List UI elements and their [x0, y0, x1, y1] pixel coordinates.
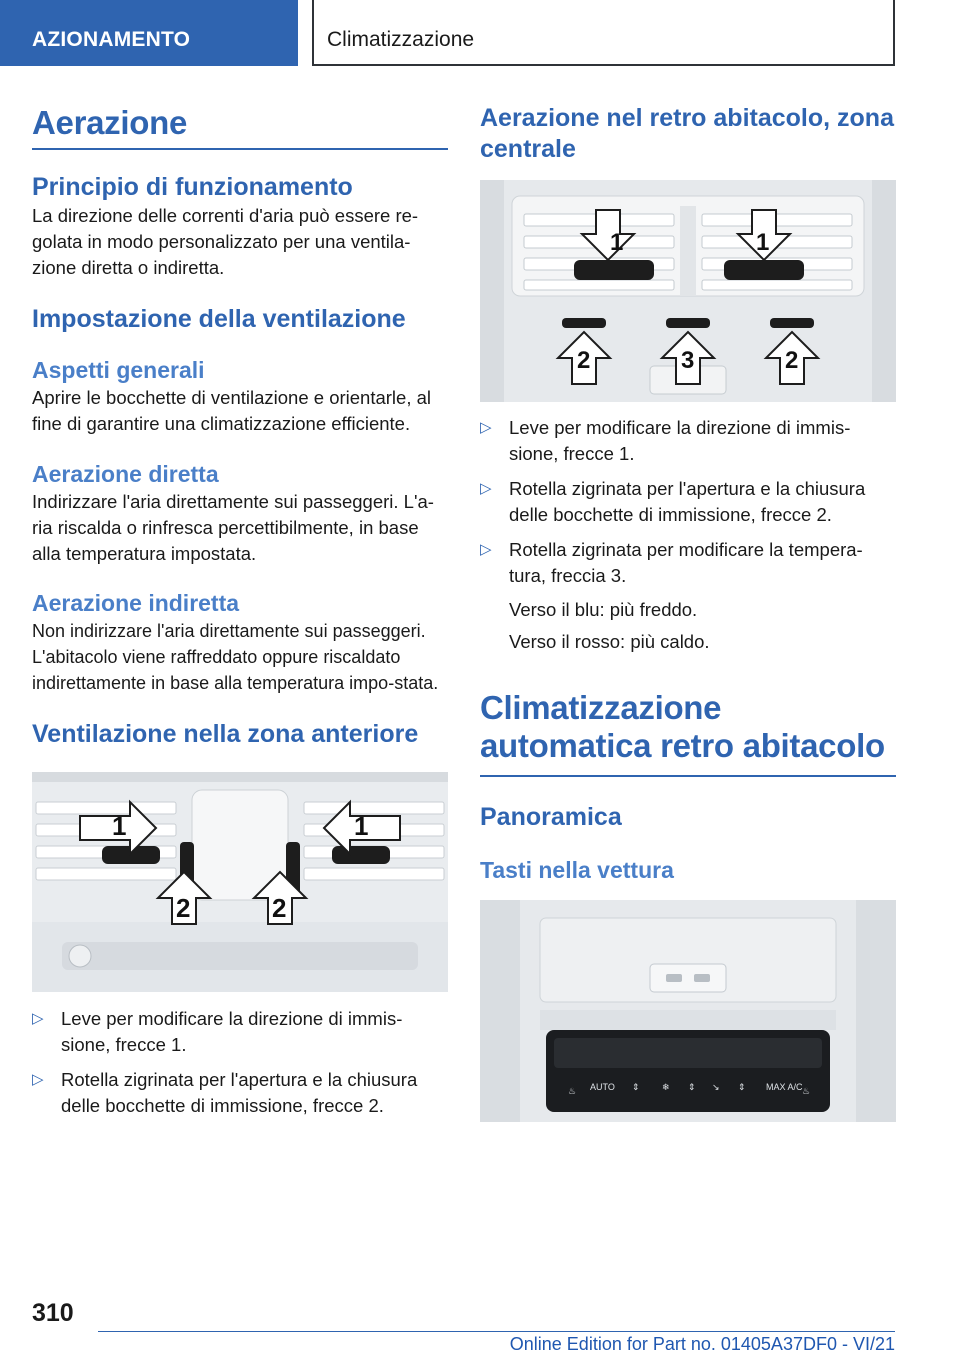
general-heading: Aspetti generali [32, 357, 205, 383]
rear-sub-red: Verso il rosso: più caldo. [509, 631, 710, 652]
general-text: Aprire le bocchette di ventilazione e orientarle, al fine di garantire una climatizzazione efficiente. [32, 387, 432, 434]
rear-label-1a: 1 [610, 229, 624, 256]
front-label-2b: 2 [272, 893, 287, 923]
list-item: ▷ Leve per modificare la direzione di immis-sione, frecce 1. [32, 1008, 403, 1055]
bullet-triangle-icon: ▷ [480, 419, 492, 436]
svg-text:↘: ↘ [712, 1082, 720, 1092]
overview-heading: Panoramica [480, 803, 622, 831]
page-number: 310 [32, 1299, 74, 1327]
front-vents-list [32, 1006, 448, 1119]
front-label-1a: 1 [112, 811, 127, 841]
footer-rule [98, 1331, 895, 1332]
direct-heading: Aerazione diretta [32, 461, 219, 487]
setting-heading: Impostazione della ventilazione [32, 305, 406, 333]
direct-text: Indirizzare l'aria direttamente sui passeggeri. L'a-ria riscalda o rinfresca percettibilmente, in base alla temperatura impostata. [32, 491, 434, 564]
svg-text:♨: ♨ [568, 1086, 577, 1096]
rear-label-3: 3 [681, 347, 695, 374]
list-item: ▷ Rotella zigrinata per l'apertura e la chiusura delle bocchette di immissione, frecce 2. [480, 478, 866, 525]
rear-sub-blue: Verso il blu: più freddo. [509, 599, 698, 620]
indirect-heading: Aerazione indiretta [32, 590, 240, 616]
rear-panel-figure [480, 900, 896, 1122]
front-label-2a: 2 [176, 893, 191, 923]
rear-label-1b: 1 [756, 229, 770, 256]
svg-text:⇕: ⇕ [738, 1082, 746, 1092]
principle-text: La direzione delle correnti d'aria può essere re-golata in modo personalizzato per una ventila-zione diretta o indiretta. [32, 205, 419, 278]
bullet-triangle-icon: ▷ [480, 480, 492, 497]
section-title: AZIONAMENTO [32, 28, 191, 51]
rear-ventilation-heading: Aerazione nel retro abitacolo, zona centrale [480, 104, 894, 163]
rear-panel-illustration [480, 900, 896, 1122]
page-title: Aerazione [32, 104, 188, 141]
svg-text:⇕: ⇕ [632, 1082, 640, 1092]
indirect-text: Non indirizzare l'aria direttamente sui passeggeri. L'abitacolo viene raffreddato oppure riscaldato indirettamente in base alla temperatura impo-stata. [32, 621, 439, 693]
title-rule [32, 148, 448, 150]
max-ac-button-label: MAX A/C [766, 1082, 803, 1092]
svg-text:♨: ♨ [802, 1086, 811, 1096]
left-column [32, 100, 448, 1119]
front-vents-illustration [32, 772, 448, 992]
chapter-tab [312, 0, 895, 66]
auto-button-label: AUTO [590, 1082, 615, 1092]
chapter-title: Climatizzazione [327, 28, 475, 51]
rear-label-2b: 2 [785, 347, 799, 374]
svg-text:❄: ❄ [662, 1082, 670, 1092]
auto-climate-title: Climatizzazione automatica retro abitacolo [480, 689, 885, 764]
rear-label-2a: 2 [577, 347, 591, 374]
rear-vents-list [480, 415, 896, 589]
section-tab [0, 0, 298, 66]
auto-title-rule [480, 775, 896, 777]
list-item: ▷ Rotella zigrinata per modificare la tempera-tura, freccia 3. [480, 539, 863, 586]
front-ventilation-heading: Ventilazione nella zona anteriore [32, 720, 419, 748]
bullet-triangle-icon: ▷ [32, 1071, 44, 1088]
rear-vents-illustration [480, 180, 896, 402]
edition-footer: Online Edition for Part no. 01405A37DF0 - VI/21 [509, 1334, 895, 1354]
rear-vents-figure [480, 180, 896, 402]
list-item: ▷ Leve per modificare la direzione di immis-sione, frecce 1. [480, 417, 851, 464]
right-column [480, 100, 896, 1122]
list-item: ▷ Rotella zigrinata per l'apertura e la chiusura delle bocchette di immissione, frecce 2. [32, 1069, 418, 1116]
bullet-triangle-icon: ▷ [32, 1010, 44, 1027]
bullet-triangle-icon: ▷ [480, 541, 492, 558]
front-label-1b: 1 [354, 811, 369, 841]
buttons-heading: Tasti nella vettura [480, 857, 674, 883]
front-vents-figure [32, 772, 448, 992]
svg-text:⇕: ⇕ [688, 1082, 696, 1092]
principle-heading: Principio di funzionamento [32, 173, 353, 201]
